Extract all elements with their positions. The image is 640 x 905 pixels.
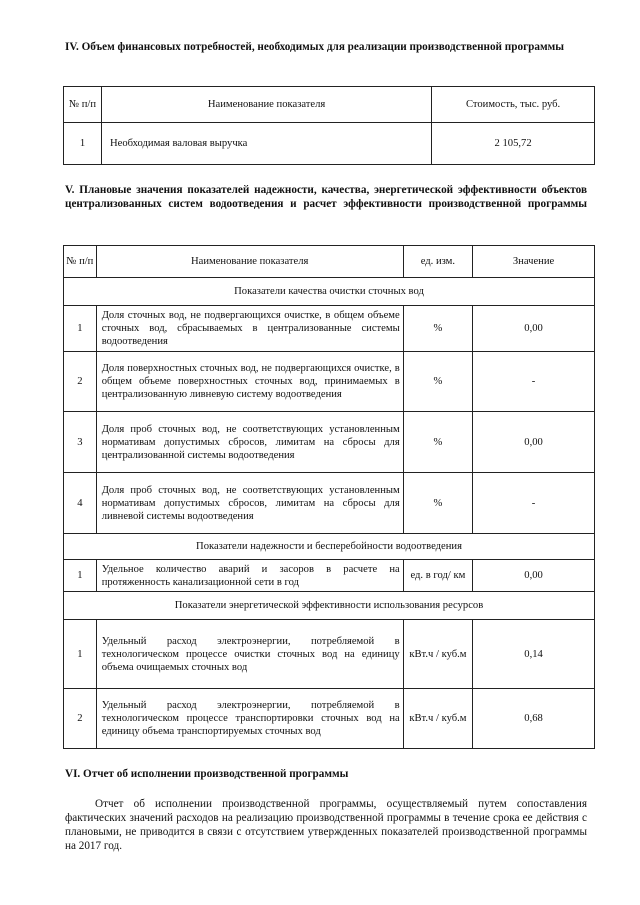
row-number: 1 <box>64 306 97 352</box>
group-title-quality: Показатели качества очистки сточных вод <box>64 278 595 306</box>
row-unit: кВт.ч / куб.м <box>403 689 472 749</box>
row-number: 1 <box>64 560 97 592</box>
row-value: 2 105,72 <box>432 123 595 165</box>
row-name: Доля сточных вод, не подвергающихся очистке, в общем объеме сточных вод, сбрасываемых в централизованные системы водоотведения <box>96 306 403 352</box>
row-name: Удельный расход электроэнергии, потребляемой в технологическом процессе транспортировки сточных вод на единицу объема транспортируемых сточных вод <box>96 689 403 749</box>
col-header-name: Наименование показателя <box>96 246 403 278</box>
section-4-title: IV. Объем финансовых потребностей, необходимых для реализации производственной программы <box>65 41 564 53</box>
col-header-number: № п/п <box>64 246 97 278</box>
row-number: 1 <box>64 123 102 165</box>
row-unit: % <box>403 473 472 534</box>
table-row <box>64 123 595 165</box>
row-number: 3 <box>64 412 97 473</box>
table-row <box>64 306 595 352</box>
group-title-energy: Показатели энергетической эффективности использования ресурсов <box>64 592 595 620</box>
row-name: Доля поверхностных сточных вод, не подвергающихся очистке, в общем объеме поверхностных сточных вод, принимаемых в централизованную ливневую систему водоотведения <box>96 352 403 412</box>
row-value: - <box>473 473 595 534</box>
col-header-unit: ед. изм. <box>403 246 472 278</box>
col-header-cost: Стоимость, тыс. руб. <box>432 87 595 123</box>
table-row <box>64 473 595 534</box>
row-name: Удельное количество аварий и засоров в расчете на протяженность канализационной сети в год <box>96 560 403 592</box>
row-value: 0,00 <box>473 560 595 592</box>
row-name: Доля проб сточных вод, не соответствующих установленным нормативам допустимых сбросов, лимитам на сбросы для ливневой системы водоотведения <box>96 473 403 534</box>
table-row <box>64 560 595 592</box>
section-4-table <box>63 86 595 165</box>
group-title-reliability: Показатели надежности и бесперебойности водоотведения <box>64 534 595 560</box>
table-row <box>64 352 595 412</box>
section-5-table <box>63 245 595 749</box>
row-value: 0,14 <box>473 620 595 689</box>
col-header-number: № п/п <box>64 87 102 123</box>
row-value: 0,00 <box>473 412 595 473</box>
row-unit: % <box>403 306 472 352</box>
row-number: 2 <box>64 352 97 412</box>
row-number: 4 <box>64 473 97 534</box>
col-header-value: Значение <box>473 246 595 278</box>
row-name: Доля проб сточных вод, не соответствующих установленным нормативам допустимых сбросов, лимитам на сбросы для централизованной системы водоотведения <box>96 412 403 473</box>
row-value: 0,00 <box>473 306 595 352</box>
row-name: Необходимая валовая выручка <box>102 123 432 165</box>
section-6-title: VI. Отчет об исполнении производственной программы <box>65 768 349 780</box>
row-number: 2 <box>64 689 97 749</box>
row-number: 1 <box>64 620 97 689</box>
row-unit: % <box>403 412 472 473</box>
table-row <box>64 412 595 473</box>
row-value: - <box>473 352 595 412</box>
section-5-title: V. Плановые значения показателей надежности, качества, энергетической эффективности объектов централизованных систем водоотведения и расчет эффективности производственной программы <box>65 184 587 210</box>
row-unit: кВт.ч / куб.м <box>403 620 472 689</box>
table-row <box>64 689 595 749</box>
row-unit: % <box>403 352 472 412</box>
section-6-paragraph: Отчет об исполнении производственной программы, осуществляемый путем сопоставления фактических значений расходов на реализацию производственной программы в течение срока ее действия с плановыми, не приводится в связи с отсутствием утвержденных показателей производственной программы на 2017 год. <box>65 798 587 852</box>
col-header-name: Наименование показателя <box>102 87 432 123</box>
table-row <box>64 620 595 689</box>
row-name: Удельный расход электроэнергии, потребляемой в технологическом процессе очистки сточных вод на единицу объема очищаемых сточных вод <box>96 620 403 689</box>
row-unit: ед. в год/ км <box>403 560 472 592</box>
row-value: 0,68 <box>473 689 595 749</box>
